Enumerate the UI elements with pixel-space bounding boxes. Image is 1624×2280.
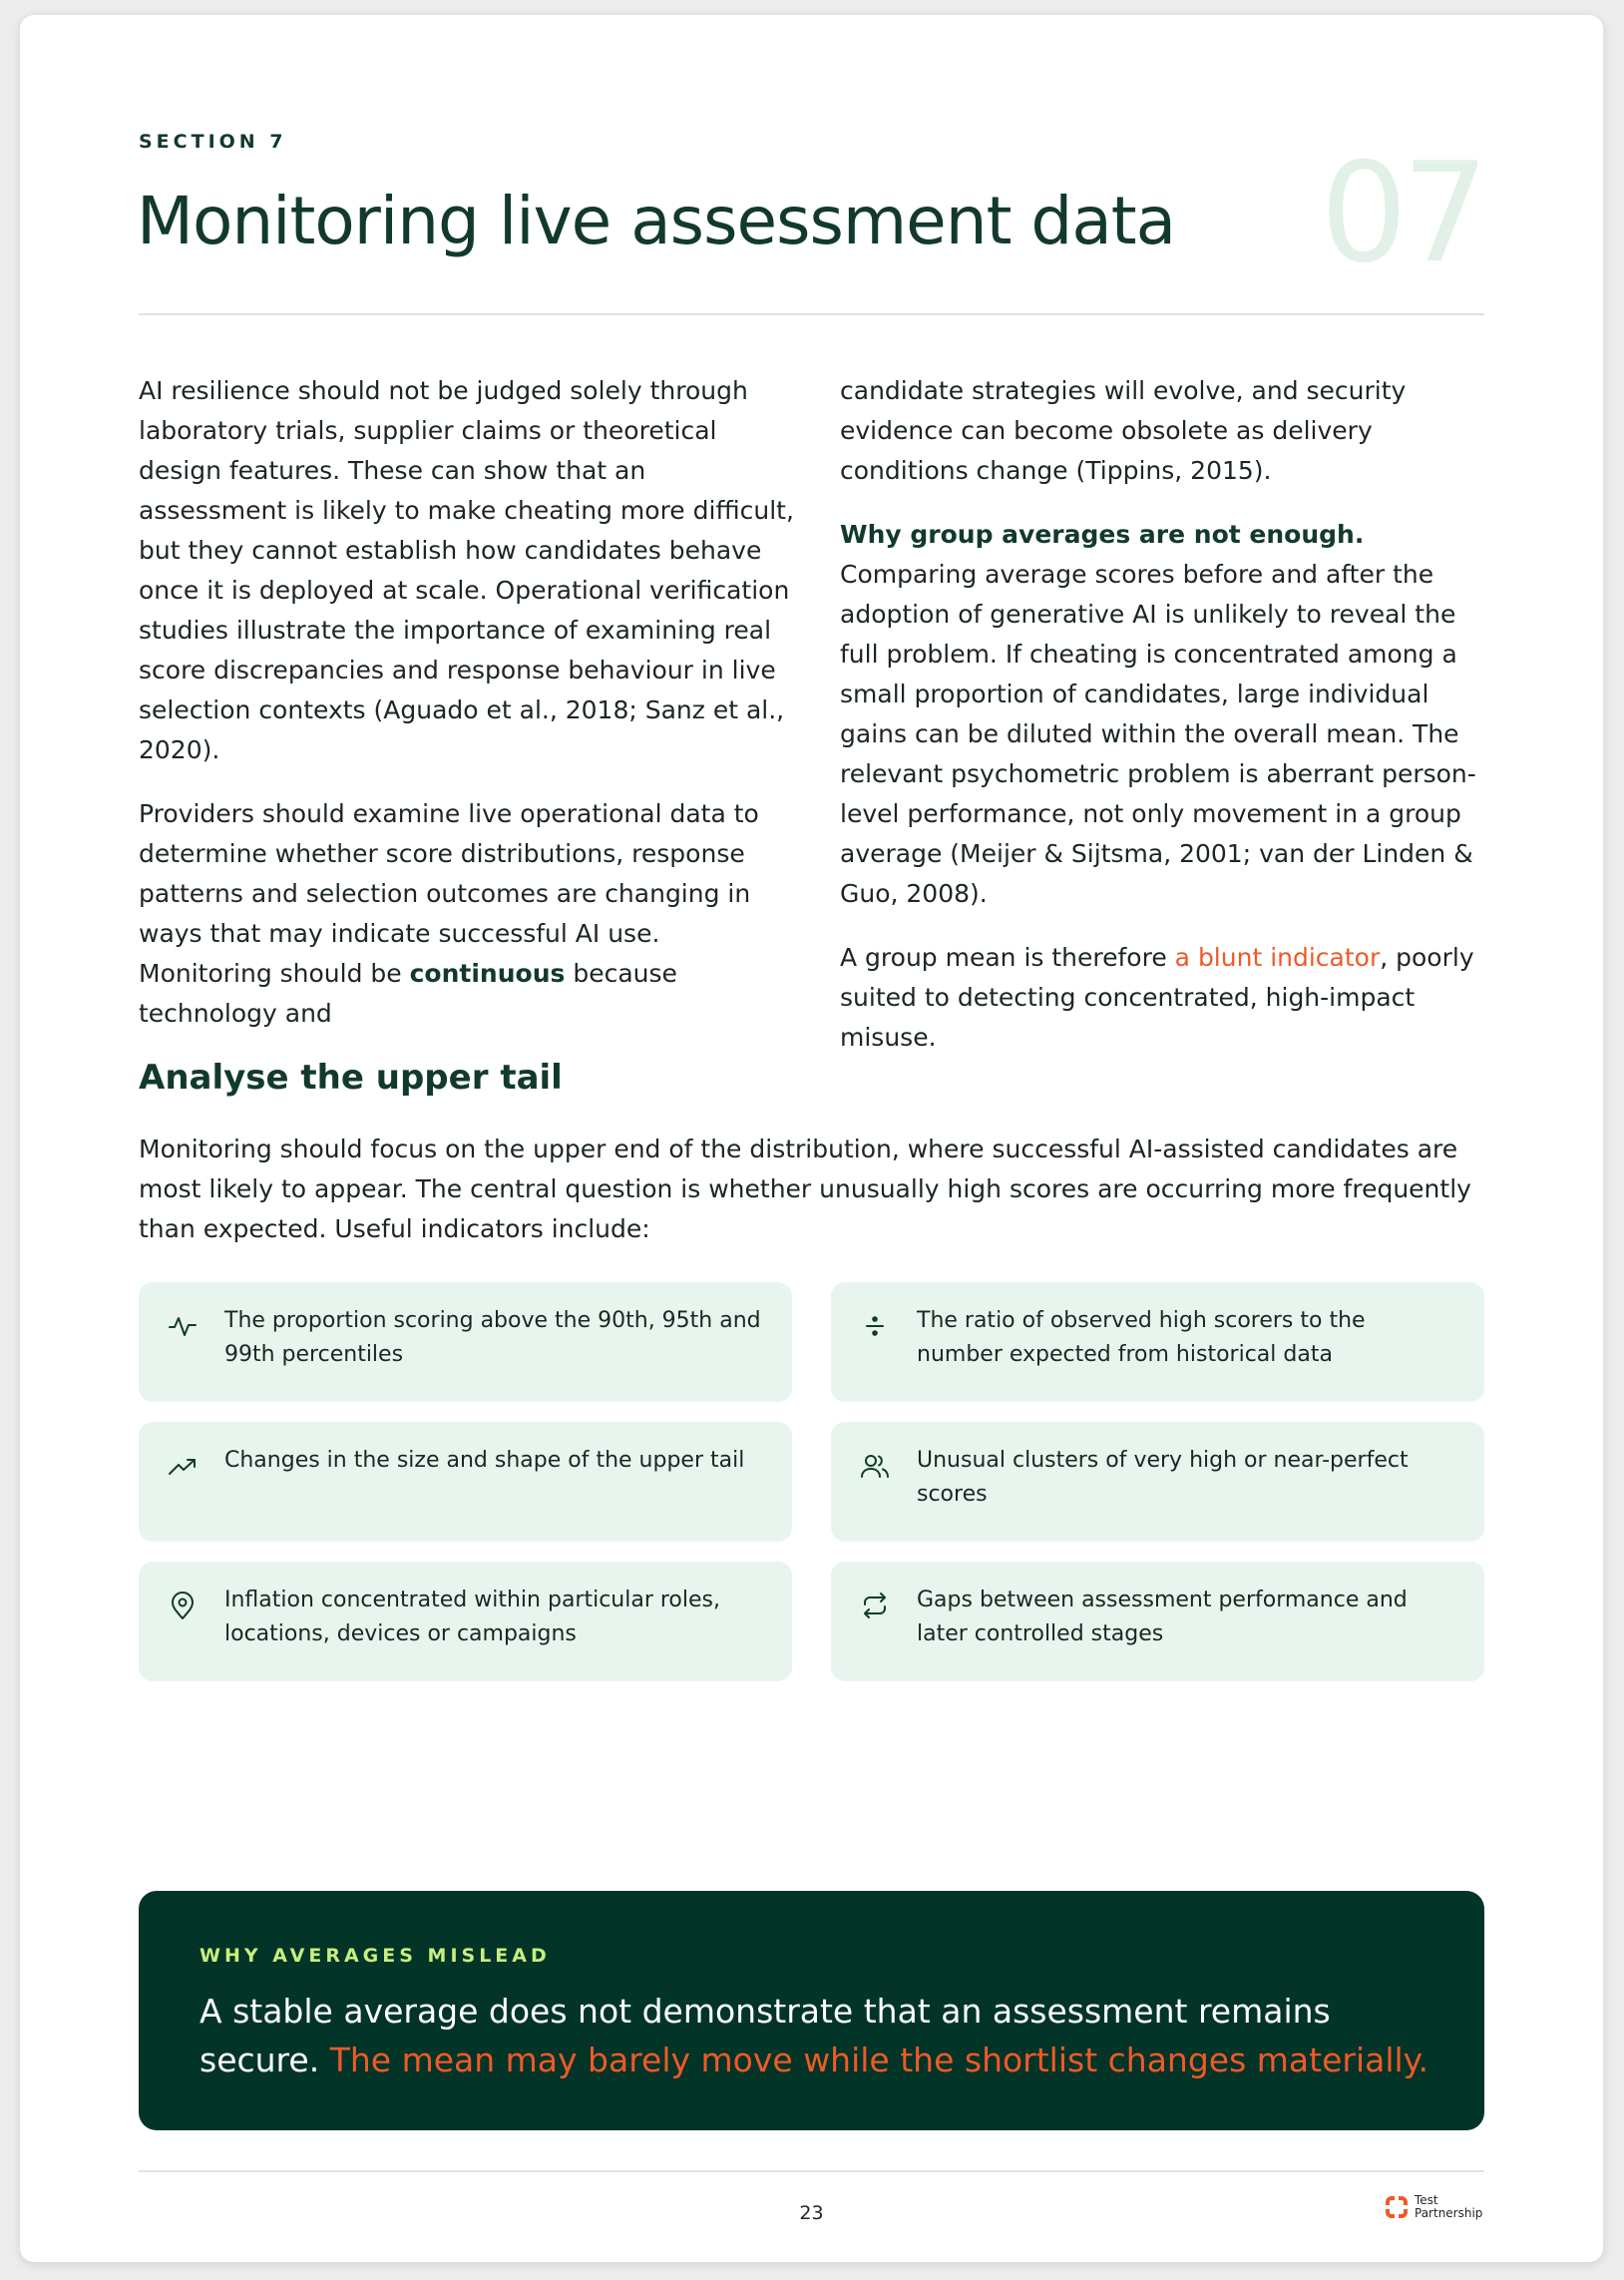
body-text: Providers should examine live operational data to determine whether score distributions, response patterns and selection outcomes are changing in ways that may indicate successful AI use. Monitoring should be	[139, 799, 759, 988]
body-paragraph	[139, 794, 797, 1034]
indicator-text: The ratio of observed high scorers to the number expected from historical data	[917, 1308, 1366, 1367]
body-text: because technology and	[139, 959, 677, 1028]
indicator-card	[139, 1282, 792, 1402]
header-divider	[139, 313, 1484, 315]
indicator-card	[831, 1282, 1484, 1402]
page-number: 23	[799, 2202, 824, 2224]
indicator-text: Gaps between assessment performance and later controlled stages	[917, 1588, 1408, 1646]
indicator-card	[831, 1422, 1484, 1542]
emphasis-text: continuous	[409, 959, 566, 988]
subsection-heading: Analyse the upper tail	[139, 1058, 563, 1098]
callout-text	[200, 1987, 1436, 2084]
logo-text-line: Test	[1415, 2193, 1438, 2207]
body-paragraph: AI resilience should not be judged solely through laboratory trials, supplier claims or theoretical design features. These can show that an assessment is likely to make cheating more difficult, but they cannot establish how candidates behave once it is deployed at scale. Operational verification studies illustrate the importance of examining real score discrepancies and response behaviour in live selection contexts (Aguado et al., 2018; Sanz et al., 2020).	[139, 376, 794, 764]
trending-up-icon	[167, 1450, 199, 1482]
lead-paragraph: Monitoring should focus on the upper end of the distribution, where successful AI-assisted candidates are most likely to appear. The central question is whether unusually high scores are occurring more frequently than expected. Useful indicators include:	[139, 1135, 1471, 1243]
body-paragraph	[840, 515, 1498, 914]
page-title: Monitoring live assessment data	[137, 183, 1176, 259]
footer-divider	[139, 2170, 1484, 2172]
callout-statement: A stable average does not demonstrate that an assessment remains secure.	[200, 1992, 1331, 2079]
section-label: SECTION 7	[139, 131, 287, 153]
body-column-left	[139, 371, 797, 1058]
document-page	[20, 15, 1603, 2262]
activity-icon	[167, 1310, 199, 1342]
indicator-card	[139, 1422, 792, 1542]
users-icon	[859, 1450, 891, 1482]
indicator-card	[831, 1562, 1484, 1681]
callout-box	[139, 1891, 1484, 2130]
body-text: Comparing average scores before and after the adoption of generative AI is unlikely to reveal the full problem. If cheating is concentrated among a small proportion of candidates, large individual gains can be diluted within the overall mean. The relevant psychometric problem is aberrant person-level performance, not only movement in a group average (Meijer & Sijtsma, 2001; van der Linden & Guo, 2008).	[840, 560, 1476, 908]
section-number: 07	[1320, 133, 1483, 293]
logo-mark-icon	[1385, 2195, 1409, 2219]
indicator-text: The proportion scoring above the 90th, 95th and 99th percentiles	[224, 1308, 761, 1367]
inline-heading: Why group averages are not enough.	[840, 520, 1365, 549]
body-paragraph	[840, 938, 1498, 1058]
map-pin-icon	[167, 1590, 199, 1621]
body-text: , poorly suited to detecting concentrated, high-impact misuse.	[840, 943, 1474, 1052]
indicator-text: Changes in the size and shape of the upper tail	[224, 1448, 745, 1473]
body-column-right	[840, 371, 1498, 1082]
divide-icon	[859, 1310, 891, 1342]
repeat-icon	[859, 1590, 891, 1621]
indicator-text: Inflation concentrated within particular roles, locations, devices or campaigns	[224, 1588, 720, 1646]
indicator-text: Unusual clusters of very high or near-perfect scores	[917, 1448, 1409, 1507]
indicator-card	[139, 1562, 792, 1681]
brand-logo	[1385, 2194, 1484, 2220]
highlight-text: a blunt indicator	[1174, 943, 1381, 972]
logo-text	[1415, 2194, 1484, 2220]
body-paragraph: candidate strategies will evolve, and security evidence can become obsolete as delivery conditions change (Tippins, 2015).	[840, 376, 1407, 485]
callout-highlight: The mean may barely move while the shortlist changes materially.	[329, 2041, 1428, 2079]
callout-label: WHY AVERAGES MISLEAD	[200, 1945, 551, 1967]
body-text: A group mean is therefore	[840, 943, 1175, 972]
logo-text-line: Partnership	[1415, 2206, 1483, 2220]
